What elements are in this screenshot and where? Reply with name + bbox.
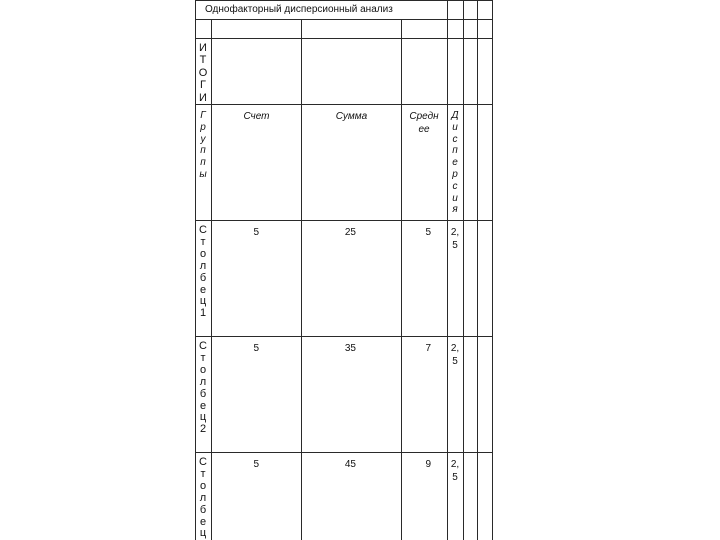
header-average: Средн ее bbox=[409, 111, 439, 135]
summary-label: ИТОГИ bbox=[198, 42, 208, 104]
rule-after-row2 bbox=[195, 452, 493, 453]
row-count: 5 bbox=[253, 459, 259, 470]
rule-after-title bbox=[195, 19, 493, 20]
col-border-7 bbox=[492, 0, 493, 540]
row-count: 5 bbox=[253, 343, 259, 354]
row-sum: 25 bbox=[344, 227, 356, 238]
row-variance: 2,5 bbox=[450, 343, 460, 367]
header-variance: Дисперсия bbox=[451, 110, 459, 216]
col-border-5 bbox=[463, 0, 464, 540]
row-variance: 2,5 bbox=[450, 459, 460, 483]
col-border-0 bbox=[195, 0, 196, 540]
row-group-label: Столбец bbox=[199, 456, 207, 540]
rule-after-blank bbox=[195, 38, 493, 39]
row-group-label: Столбец 2 bbox=[199, 340, 207, 436]
row-variance: 2,5 bbox=[450, 227, 460, 251]
header-sum: Сумма bbox=[335, 111, 368, 122]
rule-after-header bbox=[195, 220, 493, 221]
row-sum: 35 bbox=[344, 343, 356, 354]
rule-after-summary bbox=[195, 104, 493, 105]
table-title: Однофакторный дисперсионный анализ bbox=[205, 4, 393, 15]
col-border-4 bbox=[447, 0, 448, 540]
row-group-label: Столбец 1 bbox=[199, 224, 207, 320]
row-average: 7 bbox=[425, 343, 431, 354]
rule-top bbox=[195, 0, 493, 1]
rule-after-row1 bbox=[195, 336, 493, 337]
header-count: Счет bbox=[243, 111, 270, 122]
row-average: 9 bbox=[425, 459, 431, 470]
row-count: 5 bbox=[253, 227, 259, 238]
row-average: 5 bbox=[425, 227, 431, 238]
header-groups: Группы bbox=[199, 110, 207, 180]
row-sum: 45 bbox=[344, 459, 356, 470]
col-border-6 bbox=[477, 0, 478, 540]
